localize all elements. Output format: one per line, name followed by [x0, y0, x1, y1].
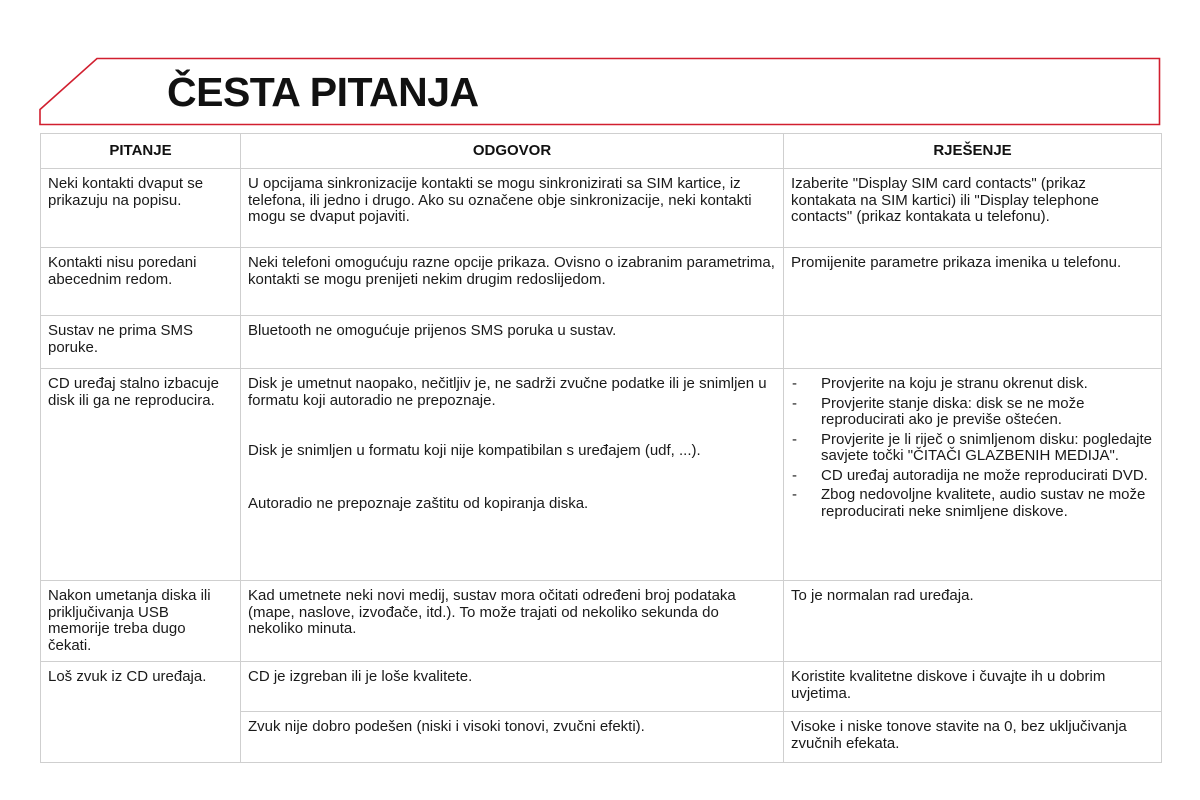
solution-cell: Koristite kvalitetne diskove i čuvajte ih u dobrim uvjetima. [784, 662, 1162, 712]
answer-text: Autoradio ne prepoznaje zaštitu od kopiranja diska. [248, 494, 589, 512]
answer-cell [241, 248, 784, 316]
answer-text: Zvuk nije dobro podešen (niski i visoki tonovi, zvučni efekti). [248, 718, 645, 735]
header-pitanje: PITANJE [41, 134, 241, 169]
answer-text: Disk je umetnut naopako, nečitljiv je, ne sadrži zvučne podatke ili je snimljen u formatu koji autoradio ne prepoznaje. [248, 375, 767, 409]
solution-cell: To je normalan rad uređaja. [784, 581, 1162, 662]
solution-cell: Izaberite "Display SIM card contacts" (prikaz kontakata na SIM kartici) ili "Display telephone contacts" (prikaz kontakata u telefonu). [784, 169, 1162, 248]
table-row [41, 316, 1162, 369]
table-row [41, 662, 1162, 712]
answer-text: CD je izgreban ili je loše kvalitete. [248, 668, 473, 685]
answer-text: Kad umetnete neki novi medij, sustav mora očitati određeni broj podataka (mape, naslove, izvođače, itd.). To može trajati od nekoliko sekunda do nekoliko minuta. [248, 587, 736, 637]
list-item-text: Provjerite stanje diska: disk se ne može reproducirati ako je previše oštećen. [821, 394, 1085, 428]
question-cell: Nakon umetanja diska ili priključivanja USB memorije treba dugo čekati. [41, 581, 241, 662]
question-cell: Kontakti nisu poredani abecednim redom. [41, 248, 241, 316]
header-rjesenje: RJEŠENJE [784, 134, 1162, 169]
page-title: ČESTA PITANJA [167, 69, 479, 115]
solution-cell [784, 316, 1162, 369]
answer-text: Disk je snimljen u formatu koji nije kompatibilan s uređajem (udf, ...). [248, 442, 701, 459]
list-dash: - [792, 430, 797, 448]
list-item [791, 376, 1154, 393]
list-item-text: CD uređaj autoradija ne može reproducirati DVD. [821, 466, 1148, 484]
answer-text: Neki telefoni omogućuju razne opcije prikaza. Ovisno o izabranim parametrima, kontakti se mogu prenijeti nekim drugim redoslijedom. [248, 254, 775, 288]
solution-list [791, 376, 1154, 520]
list-dash: - [792, 394, 797, 412]
list-item-text: Provjerite je li riječ o snimljenom disku: pogledajte savjete točki "ČITAČI GLAZBENIH MEDIJA". [821, 430, 1152, 464]
list-item [791, 396, 1154, 429]
question-cell: Loš zvuk iz CD uređaja. [41, 662, 241, 763]
answer-cell [241, 581, 784, 662]
table-row [41, 369, 1162, 581]
list-item [791, 432, 1154, 465]
question-cell: Sustav ne prima SMS poruke. [41, 316, 241, 369]
list-dash: - [792, 486, 797, 503]
list-item-text: Provjerite na koju je stranu okrenut disk. [821, 375, 1088, 392]
question-cell: Neki kontakti dvaput se prikazuju na popisu. [41, 169, 241, 248]
list-dash: - [792, 466, 797, 484]
solution-cell [784, 369, 1162, 581]
answer-cell [241, 662, 784, 712]
solution-cell: Visoke i niske tonove stavite na 0, bez uključivanja zvučnih efekata. [784, 712, 1162, 763]
list-item [791, 468, 1154, 485]
answer-cell [241, 169, 784, 248]
answer-cell [241, 369, 784, 581]
table-row [41, 169, 1162, 248]
solution-cell: Promijenite parametre prikaza imenika u telefonu. [784, 248, 1162, 316]
table-header-row [41, 134, 1162, 169]
header-odgovor: ODGOVOR [241, 134, 784, 169]
answer-cell [241, 712, 784, 763]
list-item-text: Zbog nedovoljne kvalitete, audio sustav ne može reproducirati neke snimljene diskove. [821, 486, 1146, 520]
answer-text: Bluetooth ne omogućuje prijenos SMS poruka u sustav. [248, 322, 617, 339]
list-dash: - [792, 375, 797, 392]
table-row [41, 248, 1162, 316]
answer-text: U opcijama sinkronizacije kontakti se mogu sinkronizirati sa SIM kartice, iz telefona, ili jedno i drugo. Ako su označene obje sinkronizacije, neki kontakti mogu se dvaput pojaviti. [248, 175, 752, 225]
faq-table [40, 133, 1162, 763]
answer-cell [241, 316, 784, 369]
question-cell: CD uređaj stalno izbacuje disk ili ga ne reproducira. [41, 369, 241, 581]
list-item [791, 487, 1154, 520]
table-row [41, 581, 1162, 662]
